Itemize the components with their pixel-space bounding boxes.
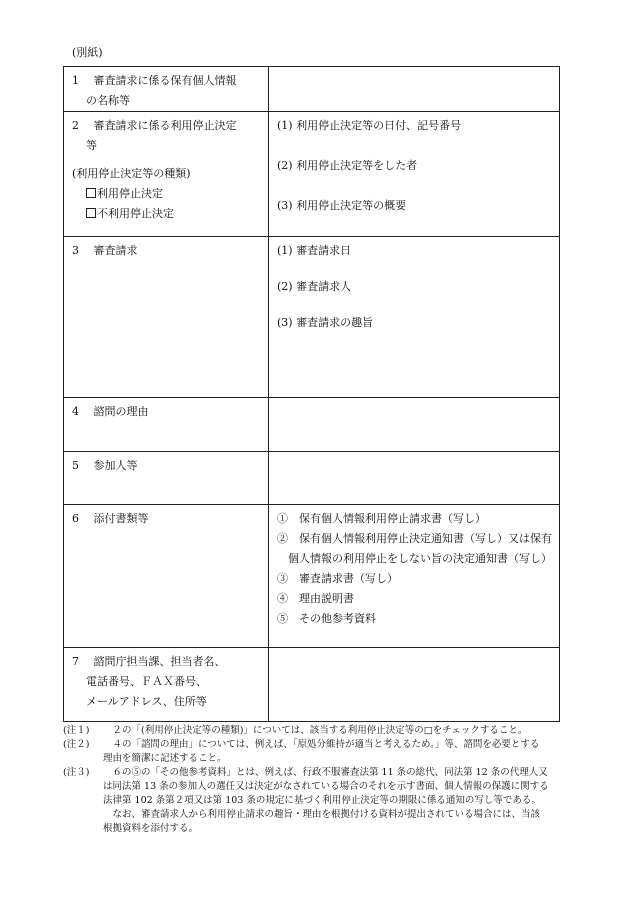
note-tag: (注１) — [63, 725, 90, 736]
attachment-item: ③ 審査請求書（写し） — [277, 572, 398, 585]
row-3 — [64, 237, 560, 398]
attachment-item: ② 保有個人情報利用停止決定通知書（写し）又は保有 — [277, 532, 552, 545]
row-5-label-line: 5 参加人等 — [72, 459, 138, 472]
row-7 — [64, 648, 560, 722]
note-line: は同法第 13 条の参加人の選任又は決定がなされている場合のそれを示す書面、個人情報の保護に関する — [103, 781, 549, 792]
item-request-purpose: (3) 審査請求の趣旨 — [277, 316, 374, 329]
note-line: 根拠資料を添付する。 — [103, 823, 199, 834]
types-heading: (利用停止決定等の種類) — [72, 167, 191, 180]
row-5-label — [64, 452, 269, 505]
row-6-label-line: 6 添付書類等 — [72, 512, 149, 525]
row-4-label-line: 4 諮問の理由 — [72, 405, 149, 418]
row-4-label — [64, 398, 269, 452]
page-label: (別紙) — [72, 46, 103, 59]
row-4-value — [269, 398, 560, 452]
note-line: ６の⑤の「その他参考資料」とは、例えば、行政不服審査法第 11 条の総代、同法第 12 条の代理人又 — [103, 767, 548, 778]
note-line: なお、審査請求人から利用停止請求の趣旨・理由を根拠付ける資料が提出されている場合には、当該 — [103, 809, 541, 820]
attachment-item: ⑤ その他参考資料 — [277, 612, 376, 625]
row-5 — [64, 452, 560, 505]
attachment-item-continued: 個人情報の利用停止をしない旨の決定通知書（写し） — [277, 552, 552, 565]
row-3-label — [64, 237, 269, 398]
row-4 — [64, 398, 560, 452]
checkbox-icon[interactable] — [86, 208, 96, 218]
note-line: ４の「諮問の理由」については、例えば、「原処分維持が適当と考えるため。」等、諮問を必要とする — [103, 739, 540, 750]
row-2-label — [64, 112, 269, 237]
row-2 — [64, 112, 560, 237]
item-request-date: (1) 審査請求日 — [277, 244, 352, 257]
note-tag: (注２) — [63, 739, 90, 750]
row-1 — [64, 67, 560, 112]
item-requester: (2) 審査請求人 — [277, 280, 352, 293]
type-option-label: 利用停止決定 — [97, 187, 163, 200]
attachment-item: ④ 理由説明書 — [277, 592, 354, 605]
item-date-number: (1) 利用停止決定等の日付、記号番号 — [277, 119, 462, 132]
row-7-label-line: 7 諮問庁担当課、担当者名、 — [72, 655, 226, 668]
submission-form-table — [63, 66, 560, 722]
row-5-value — [269, 452, 560, 505]
row-6 — [64, 505, 560, 648]
type-option-suspend — [72, 184, 268, 204]
row-3-label-line: 3 審査請求 — [72, 244, 138, 257]
row-1-value — [269, 67, 560, 112]
row-2-value — [269, 112, 560, 237]
row-1-label-line: の名称等 — [86, 94, 130, 107]
row-7-value — [269, 648, 560, 722]
row-7-label — [64, 648, 269, 722]
notes — [63, 724, 583, 836]
row-7-label-line: メールアドレス、住所等 — [86, 695, 207, 708]
checkbox-icon[interactable] — [86, 188, 96, 198]
row-2-label-line: 等 — [86, 139, 97, 152]
note-line: 理由を簡潔に記述すること。 — [103, 753, 227, 764]
note-2 — [63, 738, 583, 766]
row-1-label-line: 1 審査請求に係る保有個人情報 — [72, 74, 237, 87]
type-option-no-suspend — [72, 204, 268, 224]
note-tag: (注３) — [63, 767, 90, 778]
item-decider: (2) 利用停止決定等をした者 — [277, 159, 418, 172]
type-option-label: 不利用停止決定 — [97, 207, 174, 220]
item-summary: (3) 利用停止決定等の概要 — [277, 199, 407, 212]
row-6-label — [64, 505, 269, 648]
row-7-label-line: 電話番号、ＦＡＸ番号、 — [86, 675, 207, 688]
row-1-label — [64, 67, 269, 112]
attachment-item: ① 保有個人情報利用停止請求書（写し） — [277, 512, 486, 525]
row-3-value — [269, 237, 560, 398]
row-6-value — [269, 505, 560, 648]
note-line: ２の「(利用停止決定等の種類)」については、該当する利用停止決定等の□をチェックすること。 — [103, 725, 528, 736]
note-1 — [63, 724, 583, 738]
row-2-label-line: 2 審査請求に係る利用停止決定 — [72, 119, 237, 132]
note-3 — [63, 766, 583, 836]
note-line: 法律第 102 条第２項又は第 103 条の規定に基づく利用停止決定等の期限に係る通知の写し等である。 — [103, 795, 541, 806]
